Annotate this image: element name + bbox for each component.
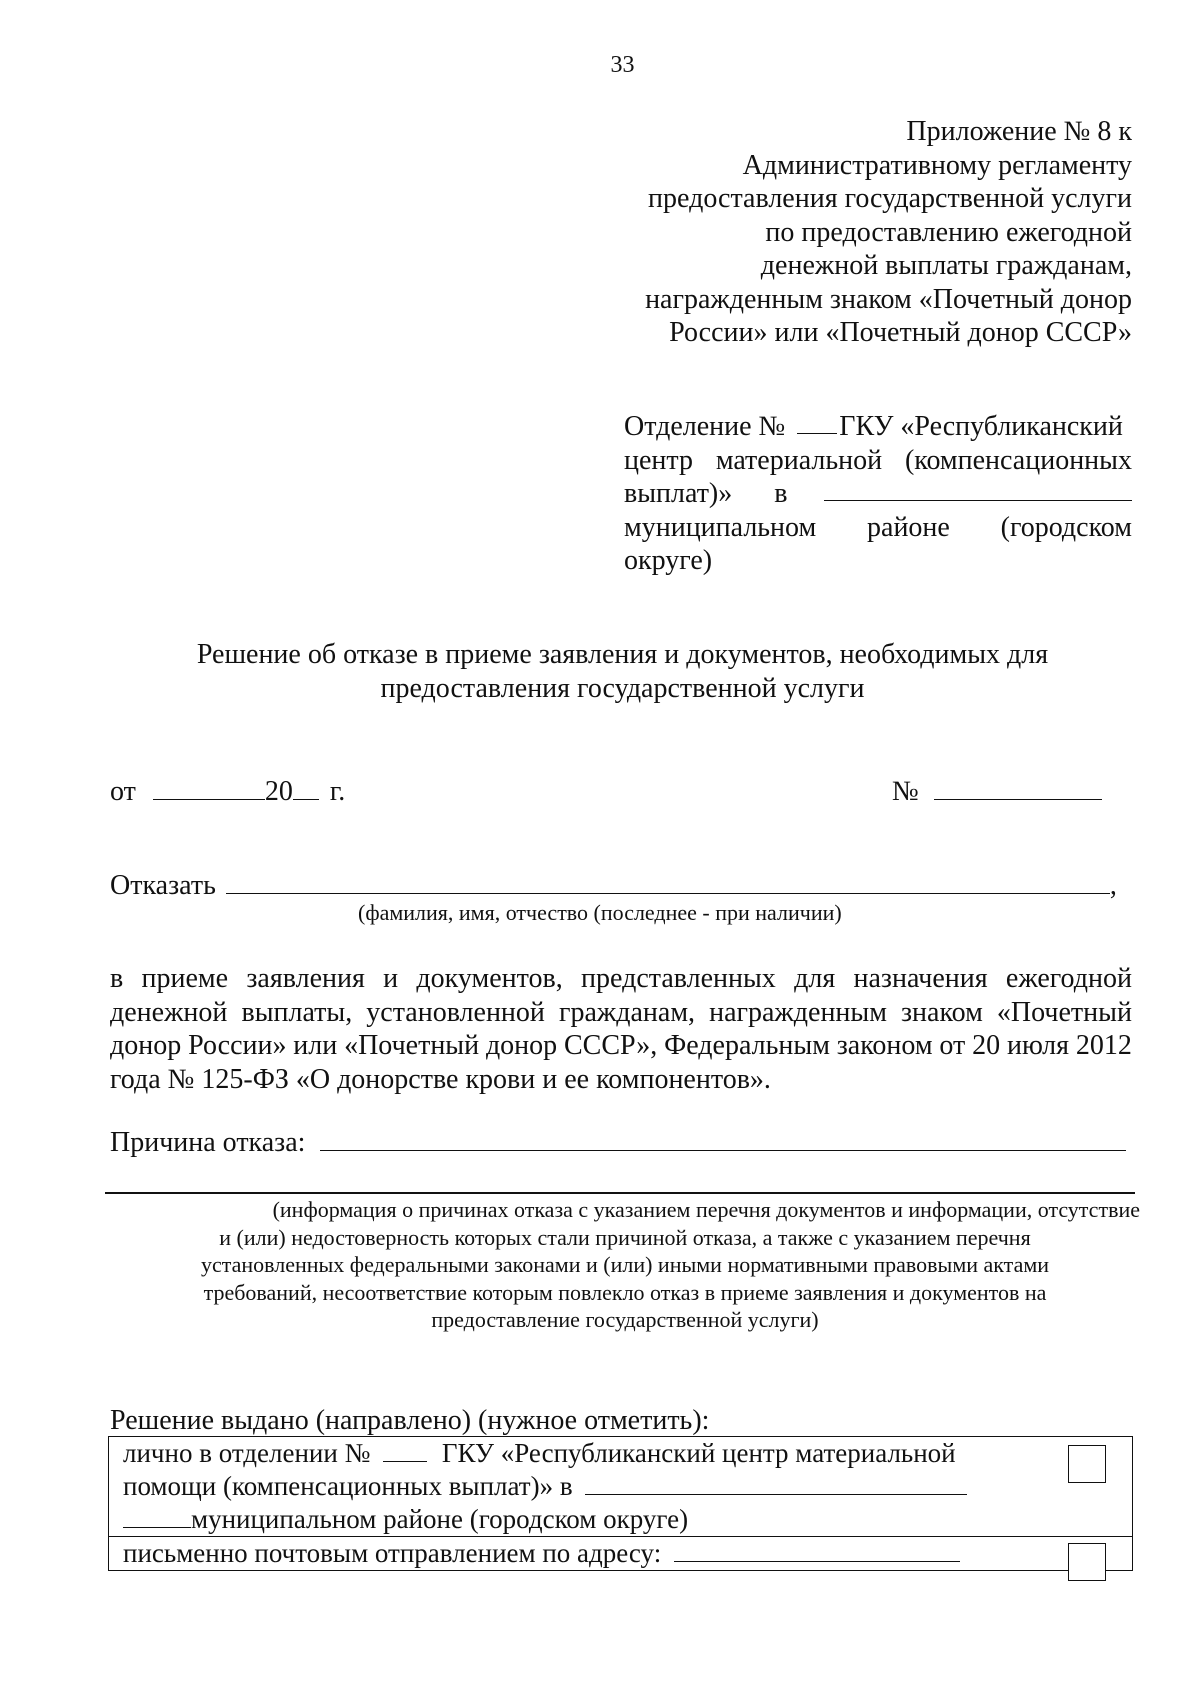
body-word: в [110, 963, 124, 994]
option-municipality-blank[interactable] [123, 1504, 191, 1528]
addressee-word: (компенсационных [904, 444, 1132, 476]
body-line [110, 996, 1132, 1030]
mail-checkbox[interactable] [1068, 1543, 1106, 1581]
page-number: 33 [610, 52, 635, 78]
body-word: ежегодной [1005, 963, 1132, 994]
body-word: июля [1006, 1030, 1070, 1061]
delivery-option-in-person [109, 1437, 1132, 1537]
issued-label: Решение выдано (направлено) (нужное отметить): [110, 1405, 710, 1436]
addressee-word: районе [867, 511, 950, 543]
body-word: донор [485, 1030, 558, 1061]
body-word: или [293, 1030, 338, 1061]
addressee-line [624, 477, 1132, 511]
appendix-line: Приложение № 8 к [906, 116, 1132, 147]
addressee-line [624, 410, 1132, 444]
reason-hint-line: требований, несоответствие которым повлекло отказ в приеме заявления и документов на [203, 1279, 1047, 1305]
in-person-checkbox[interactable] [1068, 1445, 1106, 1483]
applicant-name-hint: (фамилия, имя, отчество (последнее - при наличии) [358, 900, 842, 925]
year-blank[interactable] [293, 776, 319, 800]
reason-row [110, 1127, 1126, 1159]
district-blank[interactable] [824, 477, 1133, 501]
addressee-line [624, 511, 1132, 545]
appendix-line: денежной выплаты гражданам, [760, 250, 1132, 281]
reason-hint [110, 1196, 1140, 1334]
body-word: России» [188, 1030, 287, 1061]
addressee-line: округе) [624, 545, 713, 576]
date-year-prefix: 20 [264, 776, 293, 807]
number-row [892, 776, 1102, 808]
option-text: лично в отделении № [123, 1438, 371, 1468]
document-title [0, 638, 1200, 705]
reason-hint-line: (информация о причинах отказа с указанием перечня документов и информации, отсутствие [272, 1197, 1140, 1222]
addressee-word: (городском [1000, 511, 1132, 543]
date-row [110, 776, 345, 808]
body-line: года № 125-ФЗ «О донорстве крови и ее компонентов». [110, 1063, 771, 1095]
body-word: СССР», [564, 1030, 658, 1061]
option-text: письменно почтовым отправлением по адресу: [123, 1538, 662, 1568]
number-label: № [892, 776, 919, 807]
body-word: назначения [853, 963, 988, 994]
decision-number-blank[interactable] [934, 776, 1102, 800]
body-line [110, 1029, 1132, 1063]
appendix-line: предоставления государственной услуги [648, 183, 1132, 214]
option-text: помощи (компенсационных выплат)» в [123, 1471, 573, 1501]
body-word: награжденным [709, 996, 887, 1028]
appendix-line: России» или «Почетный донор СССР» [669, 317, 1132, 348]
appendix-line: награжденным знаком «Почетный донор [645, 283, 1132, 315]
date-from-label: от [110, 776, 136, 807]
appendix-line: Административному регламенту [742, 149, 1132, 181]
reason-hint-line: предоставление государственной услуги) [431, 1307, 819, 1332]
addressee-text: выплат)» [624, 478, 733, 509]
body-word: от [939, 1030, 966, 1061]
reason-second-line[interactable] [105, 1192, 1135, 1194]
option-line [123, 1437, 1132, 1470]
option-district-blank[interactable] [585, 1471, 967, 1495]
option-line [123, 1503, 1132, 1536]
body-word: для [794, 963, 836, 994]
appendix-note [572, 115, 1132, 350]
body-line [110, 962, 1132, 996]
option-department-blank[interactable] [383, 1438, 427, 1462]
body-paragraph [110, 962, 1132, 1096]
body-word: документов, [416, 963, 563, 994]
option-line [123, 1537, 1132, 1570]
addressee-word: материальной [715, 444, 883, 476]
body-word: гражданам, [558, 996, 696, 1028]
appendix-line: по предоставлению ежегодной [765, 216, 1132, 248]
addressee-text: ГКУ «Республиканский [839, 411, 1123, 442]
department-number-blank[interactable] [797, 410, 837, 434]
addressee-text: Отделение № [624, 411, 786, 442]
title-line: Решение об отказе в приеме заявления и документов, необходимых для [196, 639, 1049, 670]
refuse-label: Отказать [110, 870, 216, 901]
reason-blank[interactable] [320, 1127, 1126, 1151]
addressee-word: муниципальном [624, 511, 817, 543]
option-address-blank[interactable] [674, 1538, 960, 1562]
year-suffix: г. [329, 776, 346, 807]
body-word: представленных [581, 963, 776, 994]
reason-hint-line: и (или) недостоверность которых стали причиной отказа, а также с указанием перечня [219, 1224, 1031, 1250]
body-word: знаком [901, 996, 983, 1028]
addressee-text: в [774, 478, 788, 509]
option-text: муниципальном районе (городском округе) [191, 1504, 689, 1534]
body-word: денежной [110, 996, 228, 1028]
refuse-row [110, 870, 1117, 926]
body-word: донор [110, 1030, 182, 1061]
refuse-comma: , [1109, 870, 1117, 901]
reason-hint-line: установленных федеральными законами и (или) иными нормативными правовыми актами [200, 1252, 1050, 1277]
delivery-option-mail [109, 1537, 1132, 1570]
option-line [123, 1470, 1132, 1503]
reason-label: Причина отказа: [110, 1127, 306, 1158]
body-word: Федеральным [664, 1030, 830, 1061]
option-text: ГКУ «Республиканский центр материальной [441, 1438, 956, 1468]
body-word: 20 [972, 1030, 1001, 1061]
body-word: приеме [141, 963, 229, 994]
body-word: 2012 [1075, 1030, 1132, 1061]
addressee-word: центр [624, 444, 693, 476]
body-word: и [383, 963, 399, 994]
body-word: законом [836, 1030, 933, 1061]
body-word: заявления [246, 963, 365, 994]
body-word: «Почетный [996, 996, 1132, 1028]
body-word: выплаты, [241, 996, 353, 1028]
delivery-options-table [108, 1436, 1133, 1571]
body-word: «Почетный [344, 1030, 480, 1061]
applicant-name-blank[interactable] [226, 870, 1110, 894]
title-line: предоставления государственной услуги [380, 672, 865, 704]
date-blank[interactable] [153, 776, 265, 800]
addressee-block [624, 410, 1132, 578]
addressee-line [624, 444, 1132, 478]
body-word: установленной [366, 996, 545, 1028]
